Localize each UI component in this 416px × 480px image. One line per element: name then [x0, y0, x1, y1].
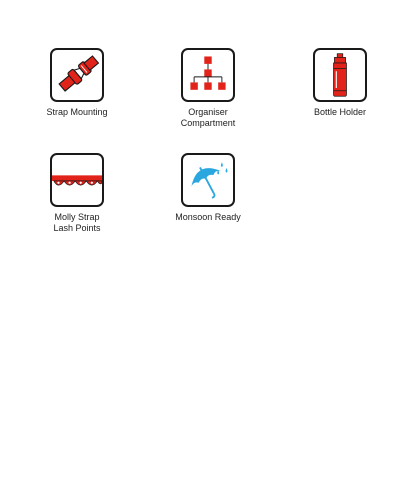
feature-label: Bottle Holder: [313, 107, 367, 117]
feature-monsoon-ready: [158, 153, 258, 223]
feature-label: Organiser Compartment: [180, 107, 236, 128]
feature-label: Monsoon Ready: [175, 212, 241, 222]
bottle-icon: [313, 48, 367, 102]
feature-label: Molly Strap Lash Points: [53, 212, 101, 233]
feature-label: Strap Mounting: [46, 107, 108, 117]
hierarchy-icon: [181, 48, 235, 102]
feature-strap-mounting: [27, 48, 127, 118]
feature-organiser-compartment: [158, 48, 258, 129]
feature-molly-strap: [27, 153, 127, 234]
umbrella-rain-icon: [181, 153, 235, 207]
buckle-icon: [50, 48, 104, 102]
molle-strap-icon: [50, 153, 104, 207]
feature-bottle-holder: [290, 48, 390, 118]
